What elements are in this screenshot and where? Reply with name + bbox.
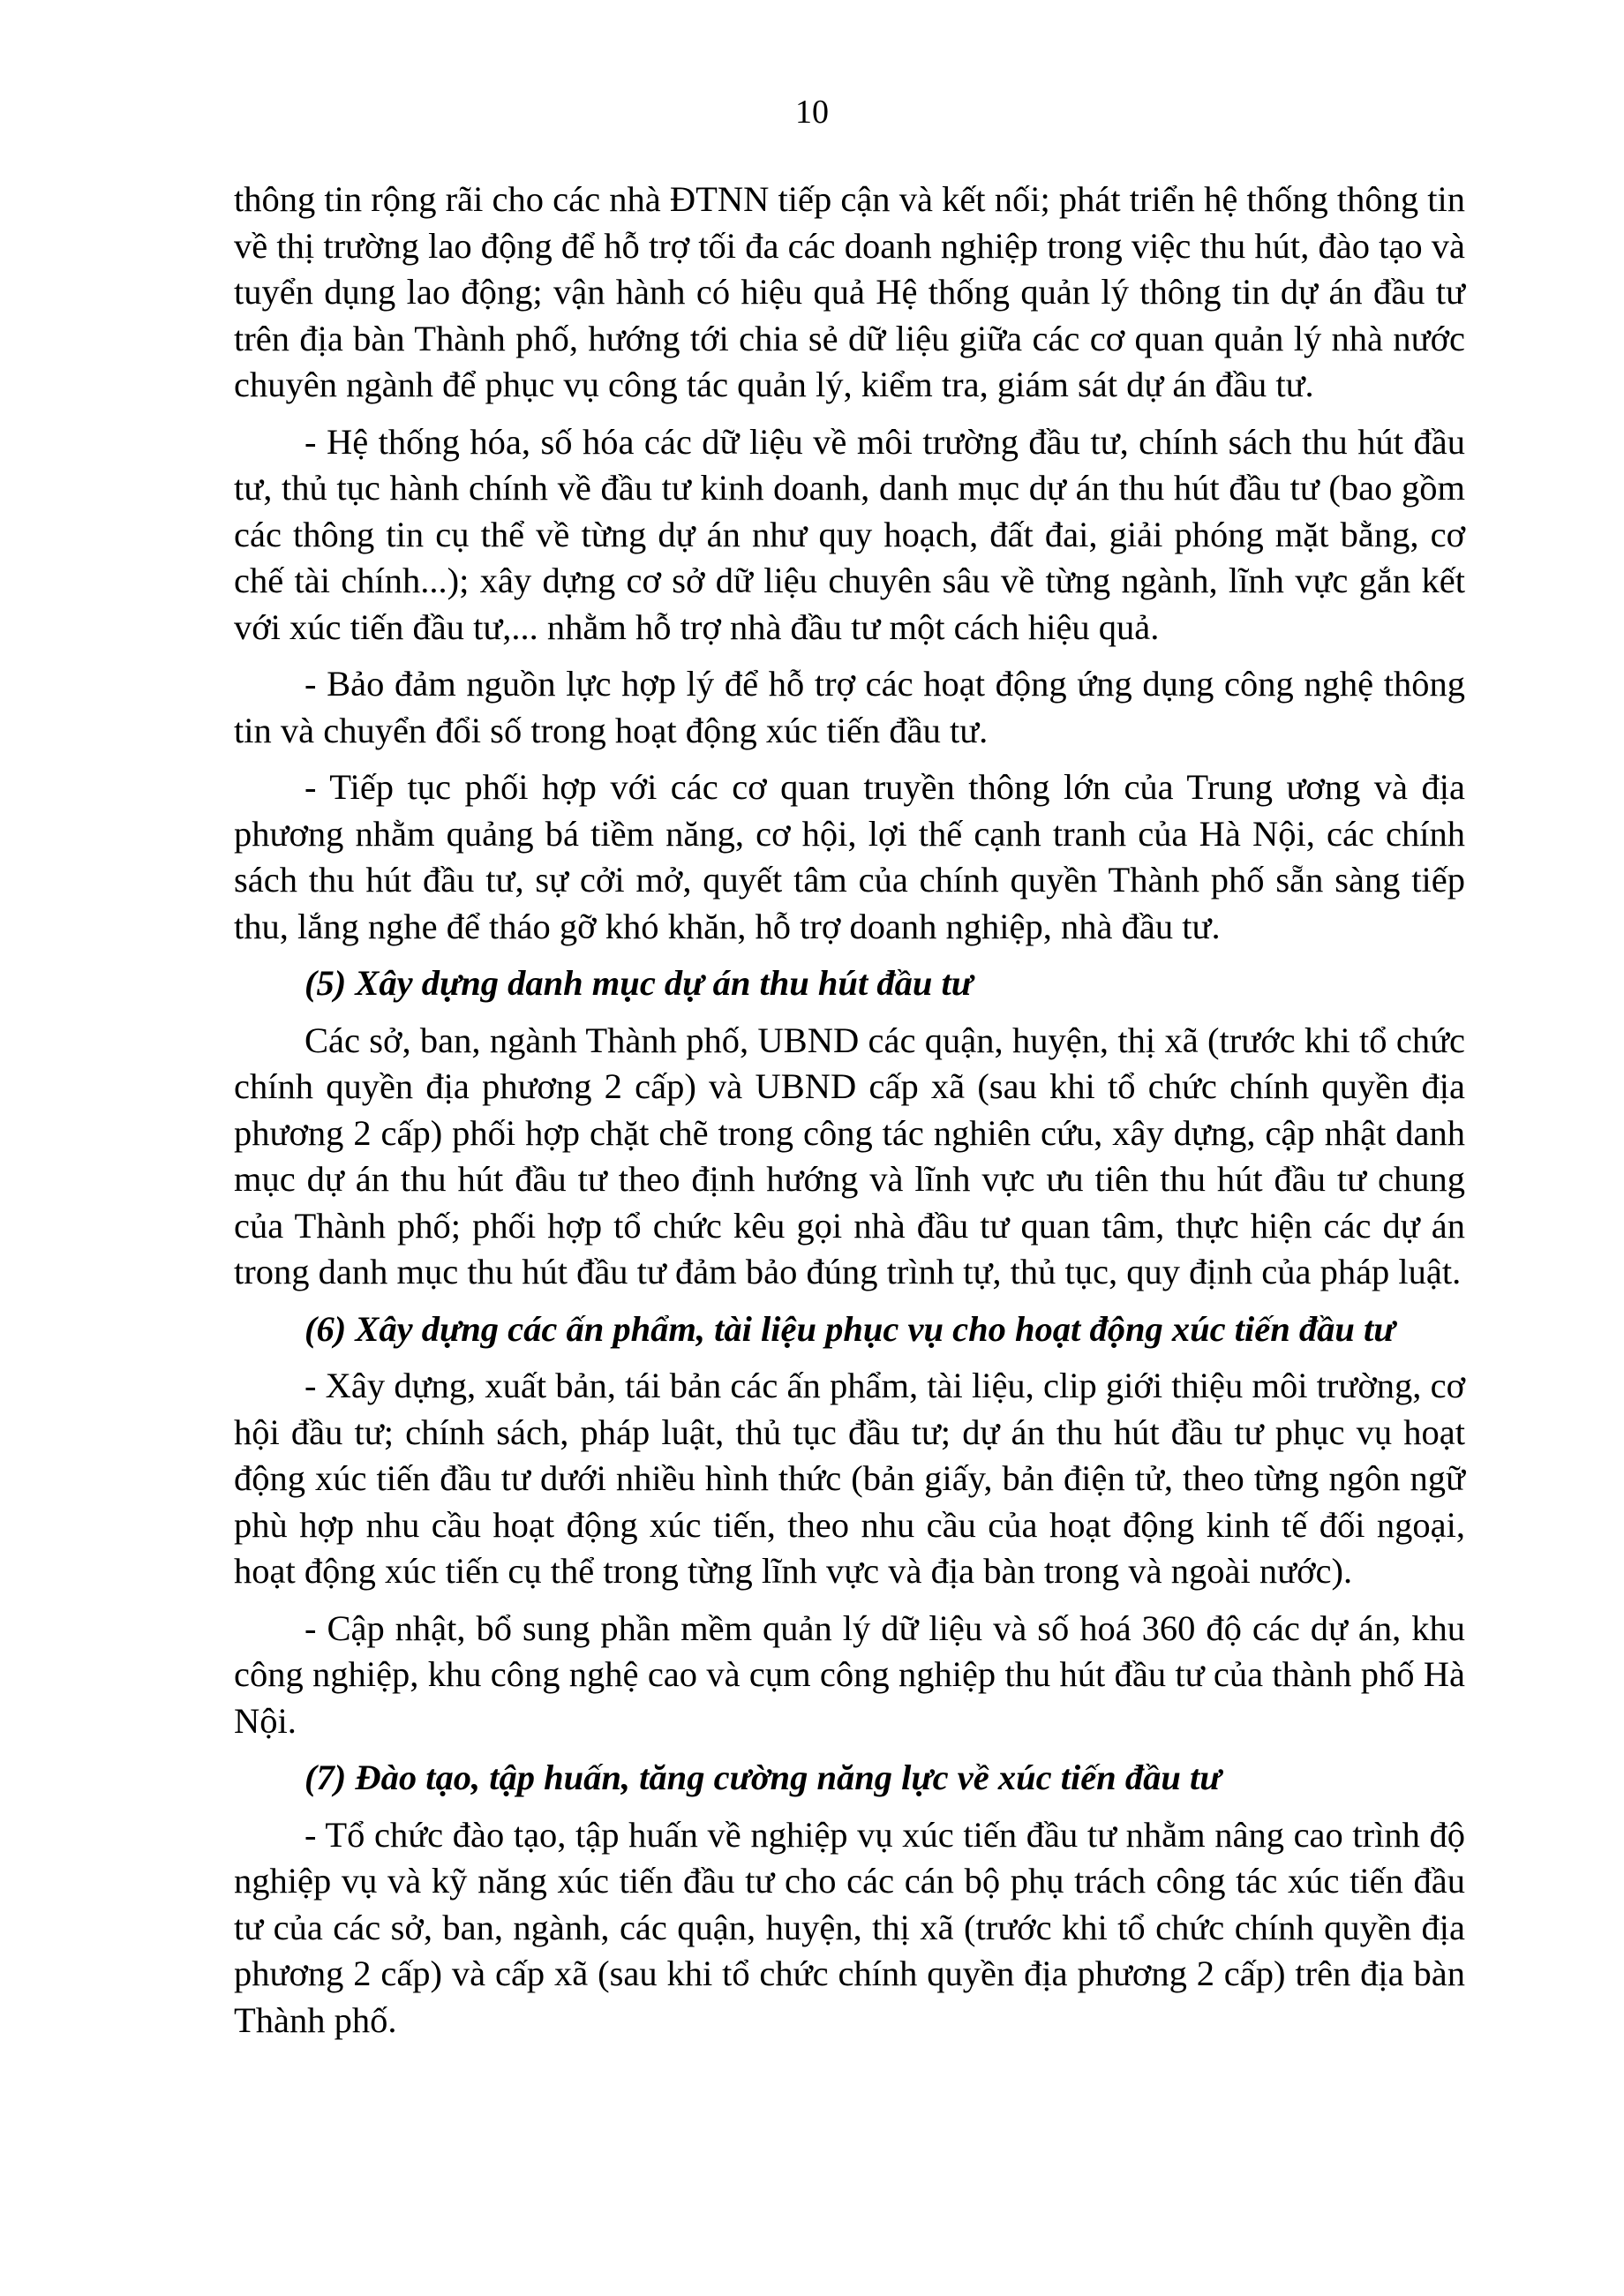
document-body	[234, 177, 1465, 2054]
section-heading-6: (6) Xây dựng các ấn phẩm, tài liệu phục vụ cho hoạt động xúc tiến đầu tư	[304, 1308, 1395, 1349]
paragraph-it-info-continuation: thông tin rộng rãi cho các nhà ĐTNN tiếp cận và kết nối; phát triển hệ thống thông tin về thị trường lao động để hỗ trợ tối đa các doanh nghiệp trong việc thu hút, đào tạo và tuyển dụng lao động; vận hành có hiệu quả Hệ thống quản lý thông tin dự án đầu tư trên địa bàn Thành phố, hướng tới chia sẻ dữ liệu giữa các cơ quan quản lý nhà nước chuyên ngành để phục vụ công tác quản lý, kiểm tra, giám sát dự án đầu tư.	[234, 179, 1465, 404]
section-heading-7: (7) Đào tạo, tập huấn, tăng cường năng lực về xúc tiến đầu tư	[304, 1758, 1222, 1797]
paragraph-software-update: - Cập nhật, bổ sung phần mềm quản lý dữ liệu và số hoá 360 độ các dự án, khu công nghiệp, khu công nghệ cao và cụm công nghiệp thu hút đầu tư của thành phố Hà Nội.	[234, 1607, 1465, 1741]
section-heading-5: (5) Xây dựng danh mục dự án thu hút đầu tư	[304, 963, 973, 1003]
paragraph-digitize-data: - Hệ thống hóa, số hóa các dữ liệu về môi trường đầu tư, chính sách thu hút đầu tư, thủ tục hành chính về đầu tư kinh doanh, danh mục dự án thu hút đầu tư (bao gồm các thông tin cụ thể về từng dự án như quy hoạch, đất đai, giải phóng mặt bằng, cơ chế tài chính...); xây dựng cơ sở dữ liệu chuyên sâu về từng ngành, lĩnh vực gắn kết với xúc tiến đầu tư,... nhằm hỗ trợ nhà đầu tư một cách hiệu quả.	[234, 421, 1465, 647]
paragraph-project-list: Các sở, ban, ngành Thành phố, UBND các quận, huyện, thị xã (trước khi tổ chức chính quyền địa phương 2 cấp) và UBND cấp xã (sau khi tổ chức chính quyền địa phương 2 cấp) phối hợp chặt chẽ trong công tác nghiên cứu, xây dựng, cập nhật danh mục dự án thu hút đầu tư theo định hướng và lĩnh vực ưu tiên thu hút đầu tư chung của Thành phố; phối hợp tổ chức kêu gọi nhà đầu tư quan tâm, thực hiện các dự án trong danh mục thu hút đầu tư đảm bảo đúng trình tự, thủ tục, quy định của pháp luật.	[234, 1020, 1465, 1291]
paragraph-training: - Tổ chức đào tạo, tập huấn về nghiệp vụ xúc tiến đầu tư nhằm nâng cao trình độ nghiệp vụ và kỹ năng xúc tiến đầu tư cho các cán bộ phụ trách công tác xúc tiến đầu tư của các sở, ban, ngành, các quận, huyện, thị xã (trước khi tổ chức chính quyền địa phương 2 cấp) và cấp xã (sau khi tổ chức chính quyền địa phương 2 cấp) trên địa bàn Thành phố.	[234, 1814, 1465, 2040]
page-number: 10	[795, 94, 829, 131]
paragraph-media-coordination: - Tiếp tục phối hợp với các cơ quan truyền thông lớn của Trung ương và địa phương nhằm quảng bá tiềm năng, cơ hội, lợi thế cạnh tranh của Hà Nội, các chính sách thu hút đầu tư, sự cởi mở, quyết tâm của chính quyền Thành phố sẵn sàng tiếp thu, lắng nghe để tháo gỡ khó khăn, hỗ trợ doanh nghiệp, nhà đầu tư.	[234, 767, 1465, 946]
paragraph-ensure-resources: - Bảo đảm nguồn lực hợp lý để hỗ trợ các hoạt động ứng dụng công nghệ thông tin và chuyển đổi số trong hoạt động xúc tiến đầu tư.	[234, 664, 1465, 750]
paragraph-publications: - Xây dựng, xuất bản, tái bản các ấn phẩm, tài liệu, clip giới thiệu môi trường, cơ hội đầu tư; chính sách, pháp luật, thủ tục đầu tư; dự án thu hút đầu tư phục vụ hoạt động xúc tiến đầu tư dưới nhiều hình thức (bản giấy, bản điện tử, theo từng ngôn ngữ phù hợp nhu cầu hoạt động xúc tiến, theo nhu cầu của hoạt động kinh tế đối ngoại, hoạt động xúc tiến cụ thể trong từng lĩnh vực và địa bàn trong và ngoài nước).	[234, 1366, 1465, 1591]
